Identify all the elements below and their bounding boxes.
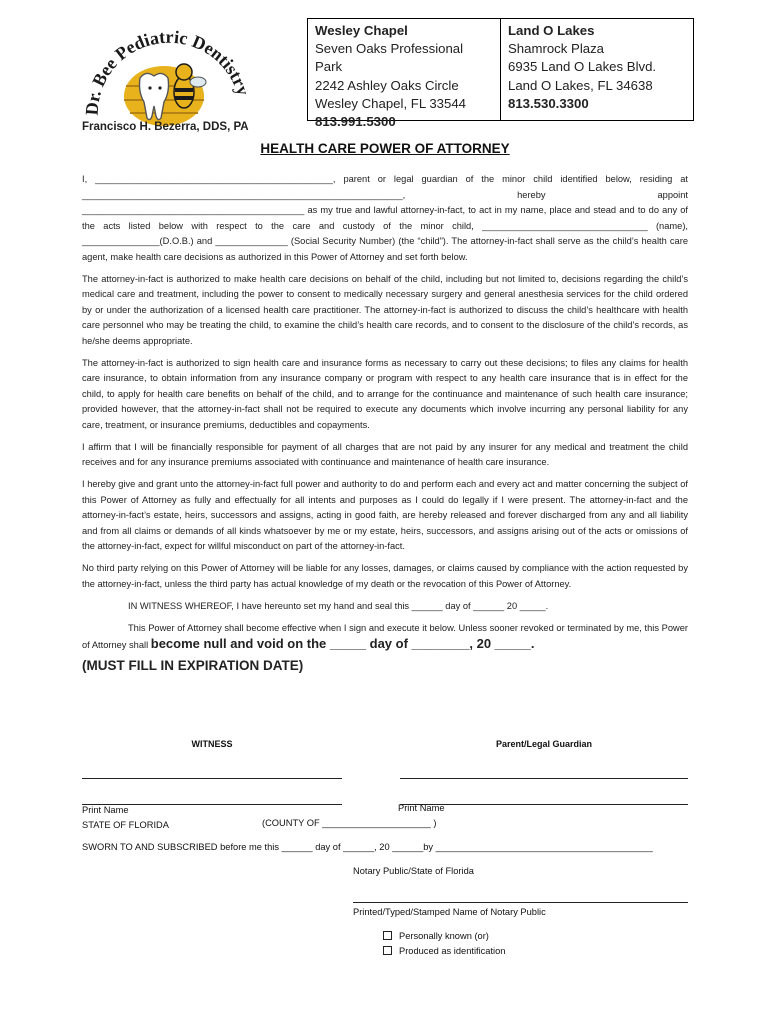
- notary-block: [353, 866, 688, 917]
- office-line: Seven Oaks Professional Park: [315, 41, 464, 75]
- must-fill-note: (MUST FILL IN EXPIRATION DATE): [82, 657, 304, 673]
- logo-text: Dr. Bee Pediatric Dentistr: [81, 26, 250, 116]
- county-field[interactable]: (COUNTY OF _____________________ ): [262, 818, 437, 828]
- state-label: STATE OF FLORIDA: [82, 820, 169, 830]
- paragraph-grant: I hereby give and grant unto the attorney-in-fact full power and authority to do and perform each and every act and matter concerning the subject of this Power of Attorney as fully and effectually for all intents and purposes as I could do legally if I were present. The attorney-in-fact and the attorney-in-fact’s estate, heirs, successors and assigns, acting in good faith, are hereby released and forever discharged from any and all liability and from all claims or demands of all kinds whatsoever by me or my estate, heirs, successors, and assigns arising out of the acts or omissions of the attorney-in-fact, expect for willful misconduct on part of the attorney-in-fact.: [82, 479, 688, 551]
- office-line: 6935 Land O Lakes Blvd.: [508, 59, 657, 75]
- bee-tooth-logo-icon: [80, 8, 250, 133]
- witness-clause[interactable]: IN WITNESS WHEREOF, I have hereunto set my hand and seal this ______ day of ______ 20 _____.: [128, 600, 549, 611]
- doctor-name: Francisco H. Bezerra, DDS, PA: [82, 121, 249, 133]
- notary-label: Notary Public/State of Florida: [353, 866, 474, 876]
- effective-text: This Power of Attorney shall become effective when I sign and execute it below. Unless sooner revoked or terminated by me, this Power of Attorney shall: [82, 622, 688, 650]
- print-name-witness-block: [82, 803, 169, 833]
- checkbox[interactable]: [383, 931, 392, 940]
- office-land-o-lakes: [500, 19, 693, 120]
- office-line: Wesley Chapel, FL 33544: [315, 95, 467, 111]
- effective-clause[interactable]: [82, 621, 688, 654]
- office-name: Wesley Chapel: [315, 23, 408, 38]
- identification-options: [383, 929, 505, 959]
- guardian-signature-line[interactable]: [400, 765, 688, 779]
- paragraph-appointment[interactable]: I, ______________________________________________, parent or legal guardian of the minor child identified below, residing at ______________________________________________________________, hereby appoint ___________________________________________ as my true and lawful attorney-in-fact, to act in my name, place and stead and to do any of the acts listed below with respect to the care and custody of the minor child, ________________________________ (name), _______________(D.O.B.) and ______________ (Social Security Number) (the “child”). The attorney-in-fact shall serve as the child’s health care agent, make health care decisions as authorized in this Power of Attorney and set forth below.: [82, 174, 688, 262]
- option-label: Personally known (or): [399, 931, 489, 941]
- expiration-text[interactable]: become null and void on the _____ day of ________, 20 _____.: [150, 636, 535, 651]
- office-line: Shamrock Plaza: [508, 41, 605, 57]
- document-body: [82, 172, 688, 673]
- witness-header: WITNESS: [191, 739, 233, 749]
- paragraph-financial: I affirm that I will be financially responsible for payment of all charges that are not paid by any insurer for any medical and treatment the child receives and for any insurance premiums associated with continuance and maintenance of health care insurance.: [82, 441, 688, 467]
- produced-id-option[interactable]: [383, 944, 505, 959]
- document-title: HEALTH CARE POWER OF ATTORNEY: [260, 141, 510, 156]
- office-line: Land O Lakes, FL 34638: [508, 77, 653, 93]
- personally-known-option[interactable]: [383, 929, 505, 944]
- office-name: Land O Lakes: [508, 23, 595, 38]
- paragraph-third-party: No third party relying on this Power of Attorney will be liable for any losses, damages, or claims caused by compliance with the action requested by the attorney-in-fact, unless the third party has actual knowledge of my death or the revocation of this Power of Attorney.: [82, 563, 688, 589]
- office-line: 2242 Ashley Oaks Circle: [315, 77, 459, 93]
- office-phone: 813.991.5300: [315, 114, 396, 130]
- print-name-guardian-label: Print Name: [398, 803, 445, 813]
- option-label: Produced as identification: [399, 946, 506, 956]
- signature-section: [82, 739, 688, 817]
- checkbox[interactable]: [383, 946, 392, 955]
- office-locations: [307, 18, 694, 130]
- practice-logo: [80, 8, 250, 133]
- notary-signature-line[interactable]: [353, 876, 688, 903]
- guardian-header: Parent/Legal Guardian: [495, 739, 593, 749]
- office-phone: 813.530.3300: [508, 95, 589, 111]
- paragraph-insurance: The attorney-in-fact is authorized to sign health care and insurance forms as necessary to carry out these decisions; to files any claims for health care insurance, to obtain information from any insurance company or program with respect to any health care insurance that is in effect for the child, to apply for health care benefits on behalf of the child, and to arrange for the continuance and maintenance of such health care insurance; provided however, that the attorney-in-fact shall not be required to execute any documents which involve incurring any personal liability for any care, treatment, or insurance premiums, deductibles and copayments.: [82, 357, 688, 430]
- witness-signature-line[interactable]: [82, 765, 342, 779]
- print-name-label: Print Name: [82, 805, 129, 815]
- office-wesley-chapel: [308, 19, 500, 130]
- notary-printed-name-label: Printed/Typed/Stamped Name of Notary Public: [353, 907, 546, 917]
- paragraph-health-decisions: The attorney-in-fact is authorized to make health care decisions on behalf of the child, including but not limited to, decisions regarding the child’s medical care and treatment, including the power to consent to medically necessary surgery and general anesthesia services for the child ordered by or under the authorization of a licensed health care practitioner. The attorney-in-fact is authorized to discuss the child’s healthcare with health care personnel who may be treating the child, to examine the child’s health care records, and to consent to the disclosure of the child’s records, as he/she deems appropriate.: [82, 273, 688, 346]
- sworn-statement[interactable]: SWORN TO AND SUBSCRIBED before me this ______ day of ______, 20 ______by __________________________________________: [82, 842, 653, 852]
